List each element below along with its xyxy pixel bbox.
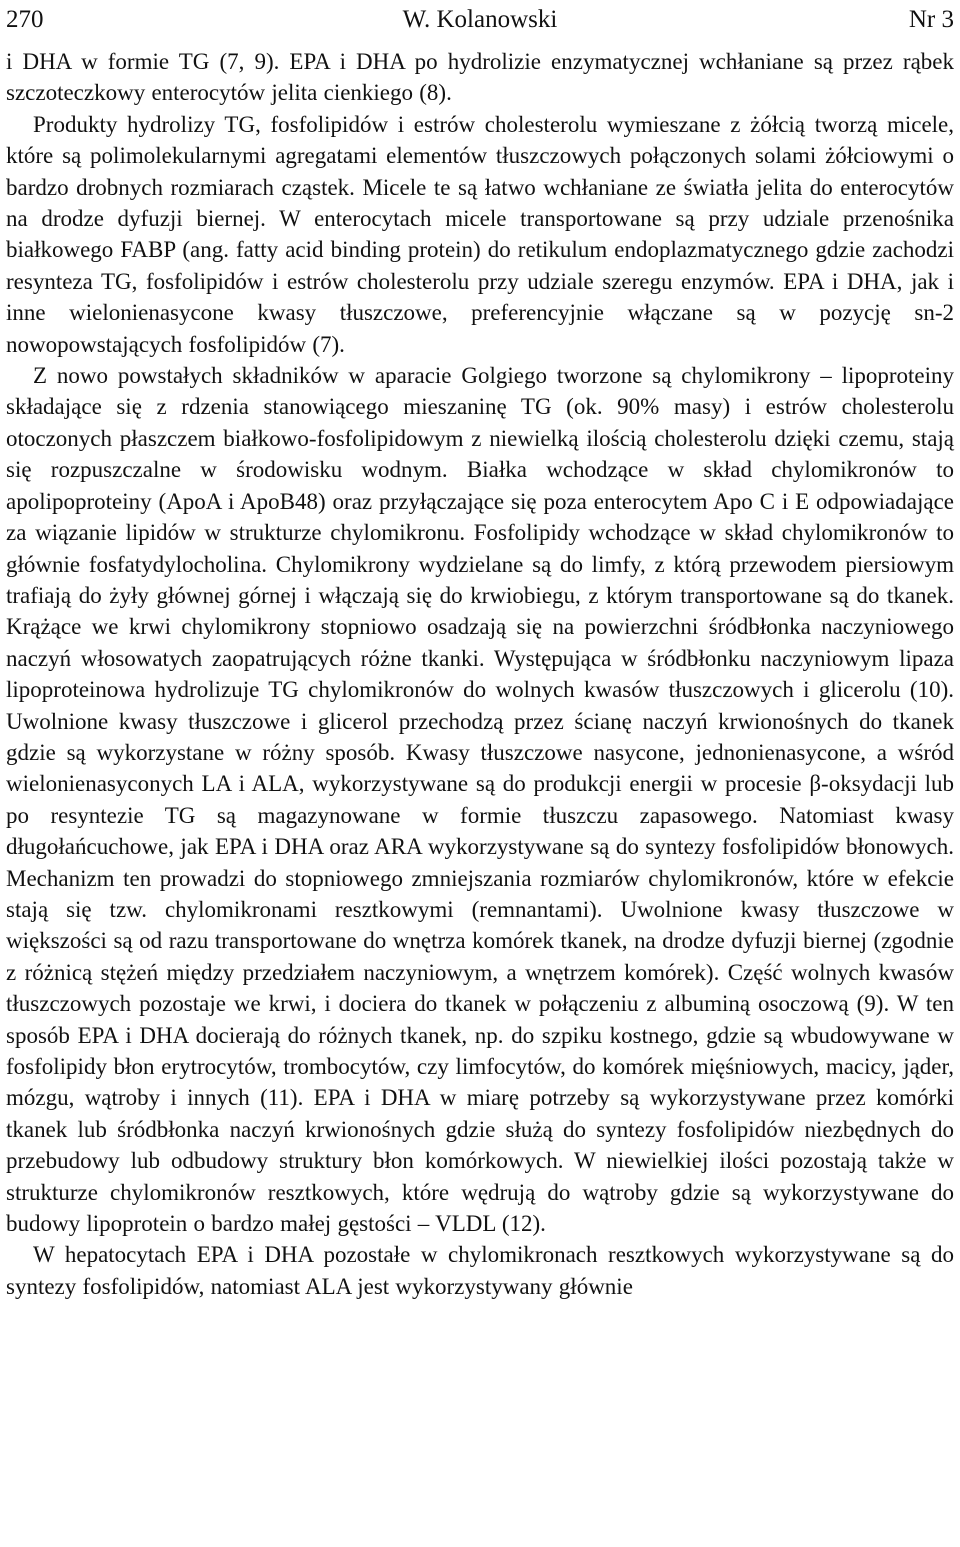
paragraph-continued: i DHA w formie TG (7, 9). EPA i DHA po hydrolizie enzymatycznej wchłaniane są przez rąbek szczoteczkowy enterocytów jelita cienkiego (8). [6,49,954,106]
running-author: W. Kolanowski [402,6,558,33]
article-body [6,46,954,1302]
page-number: 270 [6,6,44,33]
paragraph-hepatocytes: W hepatocytach EPA i DHA pozostałe w chylomikronach resztkowych wykorzystywane są do syntezy fosfolipidów, natomiast ALA jest wykorzystywany głównie [6,1242,954,1299]
issue-number: Nr 3 [908,6,954,33]
running-header [6,0,954,46]
paragraph-micelles: Produkty hydrolizy TG, fosfolipidów i estrów cholesterolu wymieszane z żółcią tworzą micele, które są polimolekularnymi agregatami elementów tłuszczowych połączonych solami żółciowymi o bardzo drobnych rozmiarach cząstek. Micele te są łatwo wchłaniane ze światła jelita do enterocytów na drodze dyfuzji biernej. W enterocytach micele transportowane są przy udziale przenośnika białkowego FABP (ang. fatty acid binding protein) do retikulum endoplazmatycznego gdzie zachodzi resynteza TG, fosfolipidów i estrów cholesterolu przy udziale szeregu enzymów. EPA i DHA, jak i inne wielonienasycone kwasy tłuszczowe, preferencyjnie włączane są w pozycję sn-2 nowopowstających fosfolipidów (7). [6,111,954,357]
document-page [6,0,954,1302]
paragraph-chylomicrons: Z nowo powstałych składników w aparacie Golgiego tworzone są chylomikrony – lipoproteiny składające się z rdzenia stanowiącego mieszaninę TG (ok. 90% masy) i estrów cholesterolu otoczonych płaszczem białkowo-fosfolipidowym z niewielką ilością cholesterolu dzięki czemu, stają się rozpuszczalne w środowisku wodnym. Białka wchodzące w skład chylomikronów to apolipoproteiny (ApoA i ApoB48) oraz przyłączające się poza enterocytem Apo C i E odpowiadające za wiązanie lipidów w strukturze chylomikronu. Fosfolipidy wchodzące w skład chylomikronów to głównie fosfatydylocholina. Chylomikrony wydzielane są do limfy, z którą przewodem piersiowym trafiają do żyły głównej górnej i włączają się do krwiobiegu, z którym transportowane są do tkanek. Krążące we krwi chylomikrony stopniowo osadzają się na powierzchni śródbłonka naczyniowego naczyń włosowatych zaopatrujących różne tkanki. Występująca w śródbłonku naczyniowym lipaza lipoproteinowa hydrolizuje TG chylomikronów do wolnych kwasów tłuszczowych i glicerolu (10). Uwolnione kwasy tłuszczowe i glicerol przechodzą przez ścianę naczyń krwionośnych do tkanek gdzie są wykorzystane w różny sposób. Kwasy tłuszczowe nasycone, jednonienasycone, a wśród wielonienasyconych LA i ALA, wykorzystywane są do produkcji energii w procesie β-oksydacji lub po resyntezie TG są magazynowane w formie tłuszczu zapasowego. Natomiast kwasy długołańcuchowe, jak EPA i DHA oraz ARA wykorzystywane są do syntezy fosfolipidów błonowych. Mechanizm ten prowadzi do stopniowego zmniejszania rozmiarów chylomikronów, które w efekcie stają się tzw. chylomikronami resztkowymi (remnantami). Uwolnione kwasy tłuszczowe w większości są od razu transportowane do wnętrza komórek tkanek, na drodze dyfuzji biernej (zgodnie z różnicą stężeń między przedziałem naczyniowym, a wnętrzem komórek). Część wolnych kwasów tłuszczowych pozostaje we krwi, i dociera do tkanek w połączeniu z albuminą osoczową (9). W ten sposób EPA i DHA docierają do różnych tkanek, np. do szpiku kostnego, gdzie są wbudowywane w fosfolipidy błon erytrocytów, trombocytów, czy limfocytów, do komórek mięśniowych, macicy, jąder, mózgu, wątroby i innych (11). EPA i DHA w miarę potrzeby są wykorzystywane przez komórki tkanek lub śródbłonka naczyń krwionośnych gdzie służą do syntezy fosfolipidów niezbędnych do przebudowy lub odbudowy struktury błon komórkowych. W niewielkiej ilości pozostają także w strukturze chylomikronów resztkowych, które wędrują do wątroby gdzie są wykorzystywane do budowy lipoprotein o bardzo małej gęstości – VLDL (12). [6,363,954,1237]
